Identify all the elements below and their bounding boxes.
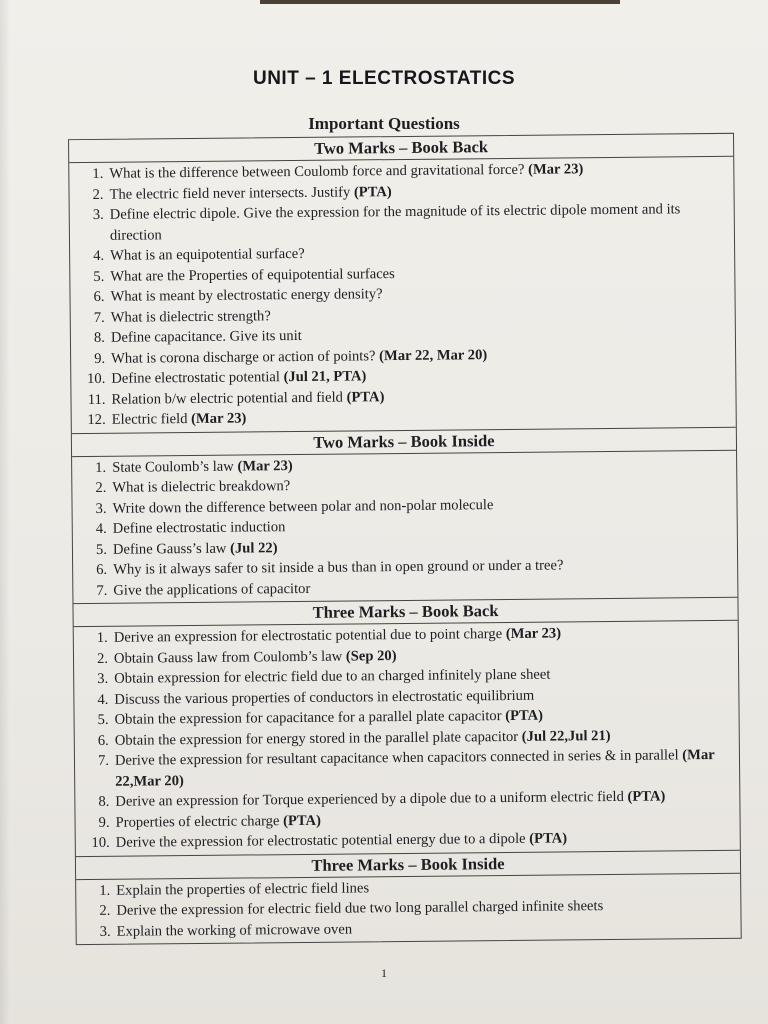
exam-tag: (Mar 23) (191, 410, 247, 428)
exam-tag: (PTA) (353, 183, 392, 200)
question-text: What is corona discharge or action of points? (111, 347, 376, 367)
question-number: 10. (86, 370, 106, 388)
exam-tag: (Sep 20) (345, 647, 397, 665)
question-text: Define electrostatic induction (112, 519, 286, 537)
page-left-shadow (0, 0, 10, 1024)
question-content (110, 199, 734, 246)
question-text: Give the applications of capacitor (113, 580, 311, 599)
question-number: 4. (95, 520, 107, 537)
question-number: 1. (99, 882, 111, 899)
question-text: Why is it always safer to sit inside a bus than in open ground or under a tree? (113, 557, 564, 578)
question-number: 6. (96, 561, 108, 578)
exam-tag: (PTA) (505, 707, 544, 725)
question-text: Discuss the various properties of conductors in electrostatic equilibrium (114, 687, 535, 708)
question-number: 1. (96, 629, 108, 646)
section-header: Two Marks – Book Back (69, 134, 733, 163)
exam-tag: (Mar 23) (237, 457, 293, 475)
exam-tag: (Mar 22, Mar 20) (379, 346, 488, 364)
exam-tag: (PTA) (282, 812, 321, 829)
question-number: 6. (93, 288, 105, 305)
question-number: 7. (96, 582, 108, 599)
question-text: Define electric dipole. Give the expression for the magnitude of its electric dipole moment and its direction (109, 201, 681, 244)
question-text: Relation b/w electric potential and field (111, 389, 343, 408)
question-text: What are the Properties of equipotential surfaces (110, 265, 395, 285)
question-number: 3. (92, 206, 104, 223)
question-text: Define Gauss’s law (112, 540, 227, 558)
question-number: 7. (93, 309, 105, 326)
question-number: 1. (95, 459, 107, 476)
question-number: 11. (87, 391, 106, 408)
question-content (115, 745, 739, 792)
section-header: Three Marks – Book Back (73, 598, 737, 627)
question-text: Obtain Gauss law from Coulomb’s law (113, 648, 343, 667)
question-row (75, 745, 739, 792)
question-number: 2. (99, 902, 111, 919)
question-number: 4. (93, 247, 105, 264)
question-number: 5. (95, 541, 108, 558)
question-text: State Coulomb’s law (112, 458, 234, 476)
question-number: 9. (94, 350, 106, 367)
question-row (70, 199, 734, 246)
question-number: 8. (98, 793, 110, 810)
page-top-edge (260, 0, 620, 4)
question-number: 4. (97, 691, 109, 708)
exam-tag: (Jul 22,Jul 21) (521, 727, 611, 745)
section-body (72, 450, 737, 604)
question-text: Derive the expression for electrostatic potential energy due to a dipole (115, 830, 526, 851)
question-text: What is dielectric strength? (110, 307, 271, 326)
question-text: Explain the properties of electric field lines (116, 879, 370, 899)
page-subtitle: Important Questions (308, 114, 460, 133)
section-body (74, 621, 740, 857)
section-header: Two Marks – Book Inside (72, 427, 736, 456)
question-number: 6. (97, 732, 109, 749)
question-number: 3. (97, 670, 109, 687)
exam-tag: (Jul 22) (230, 539, 278, 557)
section-header: Three Marks – Book Inside (76, 850, 740, 879)
question-text: Obtain expression for electric field due to an charged infinitely plane sheet (114, 666, 551, 687)
page-number: 1 (381, 966, 387, 980)
question-text: What is meant by electrostatic energy density? (110, 286, 383, 305)
question-text: Derive the expression for electric field due two long parallel charged infinite sheets (116, 898, 604, 919)
question-number: 12. (87, 411, 106, 429)
question-text: Derive an expression for Torque experienced by a dipole due to a uniform electric field (115, 788, 624, 810)
exam-tag: (Jul 21, PTA) (283, 368, 367, 386)
exam-tag: (Mar 22,Mar 20) (115, 747, 715, 790)
question-text: What is the difference between Coulomb force and gravitational force? (109, 161, 525, 182)
section-body (76, 873, 741, 944)
question-number: 5. (97, 711, 109, 728)
question-number: 3. (99, 923, 111, 940)
exam-tag: (Mar 23) (505, 625, 562, 643)
section-body (69, 157, 736, 434)
question-text: Derive the expression for resultant capacitance when capacitors connected in series & in parallel (114, 747, 679, 769)
question-text: Explain the working of microwave oven (116, 921, 353, 940)
question-number: 9. (98, 814, 110, 831)
question-number: 7. (97, 752, 110, 769)
question-number: 5. (93, 268, 105, 285)
question-number: 2. (96, 650, 109, 667)
question-text: Derive an expression for electrostatic potential due to point charge (113, 626, 503, 646)
question-text: Obtain the expression for capacitance for a parallel plate capacitor (114, 708, 502, 728)
question-text: Define electrostatic potential (111, 369, 280, 387)
exam-tag: (Mar 23) (527, 161, 584, 178)
question-text: Properties of electric charge (115, 812, 280, 831)
question-number: 8. (93, 329, 106, 346)
exam-tag: (PTA) (346, 388, 385, 406)
question-text: Obtain the expression for energy stored in the parallel plate capacitor (114, 728, 519, 749)
question-text: What is an equipotential surface? (110, 245, 305, 264)
question-text: The electric field never intersects. Justify (109, 183, 351, 203)
questions-table (68, 133, 742, 945)
question-text: What is dielectric breakdown? (112, 478, 291, 496)
page-title: UNIT – 1 ELECTROSTATICS (252, 68, 516, 89)
exam-tag: (PTA) (529, 830, 568, 847)
question-number: 10. (91, 834, 110, 852)
question-text: Write down the difference between polar and non-polar molecule (112, 496, 494, 517)
question-number: 2. (92, 186, 104, 203)
exam-tag: (PTA) (627, 788, 666, 805)
question-number: 2. (95, 479, 107, 496)
question-text: Electric field (111, 411, 188, 428)
question-number: 1. (92, 165, 104, 182)
question-text: Define capacitance. Give its unit (110, 327, 302, 346)
question-number: 3. (95, 500, 107, 517)
